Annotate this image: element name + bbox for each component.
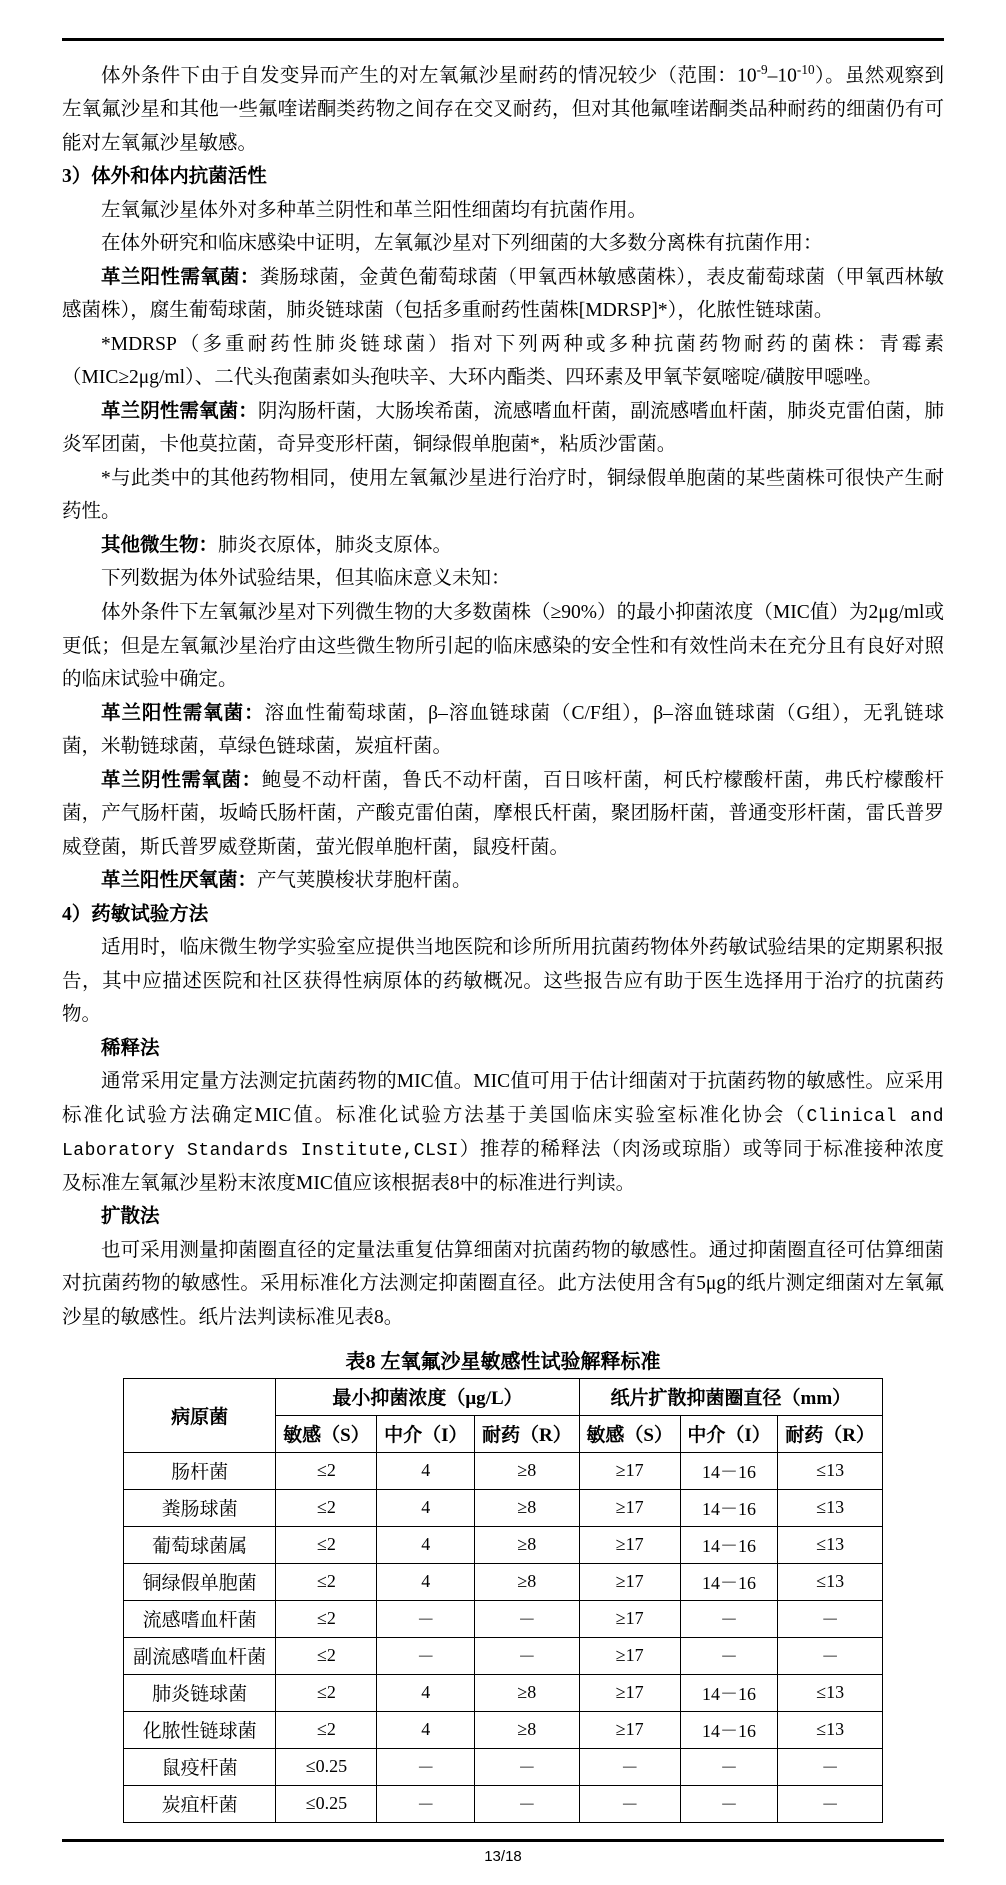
paragraph-gram-positive-anaerobes bbox=[62, 864, 944, 898]
header-mic-sensitive: 敏感（S） bbox=[276, 1415, 377, 1452]
document-body bbox=[62, 59, 944, 1335]
dilution-text-after: ）推荐的稀释法（肉汤或琼脂）或等同于标准接种浓度及标准左氧氟沙星粉末浓度MIC值应该根据表8中的标准进行判读。 bbox=[62, 1138, 944, 1194]
cell-mic-i: 4 bbox=[377, 1452, 475, 1489]
susceptibility-table bbox=[123, 1378, 883, 1823]
paragraph-gram-negative-aerobes-2 bbox=[62, 764, 944, 865]
cell-mic-r: ≥8 bbox=[475, 1563, 580, 1600]
cell-mic-i: 4 bbox=[377, 1711, 475, 1748]
text-gram-positive-aerobes-1: 粪肠球菌，金黄色葡萄球菌（甲氧西林敏感菌株），表皮葡萄球菌（甲氧西林敏感菌株），腐生葡萄球菌，肺炎链球菌（包括多重耐药性菌株[MDRSP]*），化脓性链球菌。 bbox=[62, 266, 944, 322]
text-gram-positive-anaerobes: 产气荚膜梭状芽胞杆菌。 bbox=[257, 870, 472, 892]
header-mic-resistant: 耐药（R） bbox=[475, 1415, 580, 1452]
paragraph-lab-reports: 适用时，临床微生物学实验室应提供当地医院和诊所所用抗菌药物体外药敏试验结果的定期累积报告，其中应描述医院和社区获得性病原体的药敏概况。这些报告应有助于医生选择用于治疗的抗菌药物。 bbox=[62, 937, 944, 1026]
table-row bbox=[124, 1748, 883, 1785]
cell-disk-r: ≤13 bbox=[778, 1563, 883, 1600]
heading-susceptibility-methods: 4）药敏试验方法 bbox=[62, 903, 209, 925]
label-gram-positive-aerobes-2: 革兰阳性需氧菌： bbox=[101, 702, 265, 724]
cell-mic-s: ≤0.25 bbox=[276, 1785, 377, 1822]
paragraph-gram-negative-aerobes-1 bbox=[62, 395, 944, 462]
table-row bbox=[124, 1785, 883, 1822]
cell-disk-r: － bbox=[778, 1785, 883, 1822]
paragraph-other-microbes bbox=[62, 529, 944, 563]
paragraph-gram-positive-aerobes-1 bbox=[62, 261, 944, 328]
cell-mic-s: ≤2 bbox=[276, 1674, 377, 1711]
cell-disk-s: ≥17 bbox=[579, 1674, 680, 1711]
cell-mic-r: ≥8 bbox=[475, 1526, 580, 1563]
cell-pathogen: 炭疽杆菌 bbox=[124, 1785, 276, 1822]
subheading-diffusion-method: 扩散法 bbox=[101, 1206, 160, 1228]
cell-disk-r: － bbox=[778, 1637, 883, 1674]
cell-mic-r: ≥8 bbox=[475, 1489, 580, 1526]
cell-disk-s: ≥17 bbox=[579, 1489, 680, 1526]
cell-mic-i: 4 bbox=[377, 1563, 475, 1600]
cell-mic-r: － bbox=[475, 1600, 580, 1637]
header-disk-resistant: 耐药（R） bbox=[778, 1415, 883, 1452]
table-row bbox=[124, 1452, 883, 1489]
cell-disk-s: ≥17 bbox=[579, 1452, 680, 1489]
dilution-text-before: 通常采用定量方法测定抗菌药物的MIC值。MIC值可用于估计细菌对于抗菌药物的敏感性。应采用标准化试验方法确定MIC值。标准化试验方法基于美国临床实验室标准化协会（ bbox=[62, 1071, 944, 1126]
text-other-microbes: 肺炎衣原体，肺炎支原体。 bbox=[218, 534, 453, 556]
cell-mic-r: － bbox=[475, 1748, 580, 1785]
paragraph-pseudomonas-note: *与此类中的其他药物相同，使用左氧氟沙星进行治疗时，铜绿假单胞菌的某些菌株可很快产生耐药性。 bbox=[62, 467, 944, 523]
cell-mic-r: － bbox=[475, 1785, 580, 1822]
cell-mic-i: 4 bbox=[377, 1526, 475, 1563]
cell-pathogen: 肺炎链球菌 bbox=[124, 1674, 276, 1711]
cell-disk-s: ≥17 bbox=[579, 1711, 680, 1748]
table-row bbox=[124, 1600, 883, 1637]
label-gram-negative-aerobes-2: 革兰阴性需氧菌： bbox=[101, 769, 262, 791]
footer-rule bbox=[62, 1839, 944, 1842]
paragraph-mic90: 体外条件下左氧氟沙星对下列微生物的大多数菌株（≥90%）的最小抑菌浓度（MIC值）为2μg/ml或更低；但是左氧氟沙星治疗由这些微生物所引起的临床感染的安全性和有效性尚未在充分且有良好对照的临床试验中确定。 bbox=[62, 602, 944, 691]
cell-mic-s: ≤0.25 bbox=[276, 1748, 377, 1785]
cell-mic-i: 4 bbox=[377, 1674, 475, 1711]
table-row bbox=[124, 1637, 883, 1674]
table-row bbox=[124, 1563, 883, 1600]
clsi-institute-name: Clinical and Laboratory Standards Institute,CLSI bbox=[62, 1106, 944, 1161]
header-rule bbox=[62, 38, 944, 41]
cell-disk-r: － bbox=[778, 1600, 883, 1637]
table-head bbox=[124, 1378, 883, 1452]
cell-mic-s: ≤2 bbox=[276, 1637, 377, 1674]
cell-pathogen: 葡萄球菌属 bbox=[124, 1526, 276, 1563]
cell-mic-i: 4 bbox=[377, 1489, 475, 1526]
cell-mic-s: ≤2 bbox=[276, 1563, 377, 1600]
cell-mic-i: － bbox=[377, 1637, 475, 1674]
cell-mic-s: ≤2 bbox=[276, 1711, 377, 1748]
cell-pathogen: 鼠疫杆菌 bbox=[124, 1748, 276, 1785]
cell-disk-s: － bbox=[579, 1748, 680, 1785]
label-gram-negative-aerobes-1: 革兰阴性需氧菌： bbox=[101, 400, 258, 422]
header-mic-intermediate: 中介（I） bbox=[377, 1415, 475, 1452]
cell-disk-i: 14－16 bbox=[680, 1489, 778, 1526]
table-group-header-row bbox=[124, 1378, 883, 1415]
header-mic-group: 最小抑菌浓度（μg/L） bbox=[276, 1378, 579, 1415]
table-row bbox=[124, 1674, 883, 1711]
cell-disk-s: ≥17 bbox=[579, 1563, 680, 1600]
cell-disk-r: ≤13 bbox=[778, 1452, 883, 1489]
cell-disk-r: － bbox=[778, 1748, 883, 1785]
cell-mic-r: ≥8 bbox=[475, 1452, 580, 1489]
cell-disk-s: ≥17 bbox=[579, 1600, 680, 1637]
paragraph-broad-activity: 左氧氟沙星体外对多种革兰阴性和革兰阳性细菌均有抗菌作用。 bbox=[101, 199, 648, 221]
cell-mic-i: － bbox=[377, 1785, 475, 1822]
cell-disk-s: － bbox=[579, 1785, 680, 1822]
label-gram-positive-aerobes-1: 革兰阳性需氧菌： bbox=[101, 266, 260, 288]
text-gram-positive-aerobes-2: 溶血性葡萄球菌，β–溶血链球菌（C/F组），β–溶血链球菌（G组），无乳链球菌，米勒链球菌，草绿色链球菌，炭疽杆菌。 bbox=[62, 702, 944, 758]
cell-disk-r: ≤13 bbox=[778, 1711, 883, 1748]
cell-mic-s: ≤2 bbox=[276, 1452, 377, 1489]
paragraph-dilution-detail bbox=[62, 1065, 944, 1200]
header-disk-sensitive: 敏感（S） bbox=[579, 1415, 680, 1452]
header-disk-group: 纸片扩散抑菌圈直径（mm） bbox=[579, 1378, 882, 1415]
cell-disk-i: 14－16 bbox=[680, 1526, 778, 1563]
table-row bbox=[124, 1489, 883, 1526]
cell-mic-r: ≥8 bbox=[475, 1711, 580, 1748]
table-body bbox=[124, 1452, 883, 1822]
paragraph-resistance-rate: 体外条件下由于自发变异而产生的对左氧氟沙星耐药的情况较少（范围：$10^{-9}-10^{-10}$）。虽然观察到左氧氟沙星和其他一些氟喹诺酮类药物之间存在交叉耐药，但对其他氟喹诺酮类品种耐药的细菌仍有可能对左氧氟沙星敏感。 bbox=[62, 62, 944, 154]
cell-mic-i: － bbox=[377, 1600, 475, 1637]
cell-pathogen: 副流感嗜血杆菌 bbox=[124, 1637, 276, 1674]
cell-disk-i: － bbox=[680, 1748, 778, 1785]
cell-pathogen: 粪肠球菌 bbox=[124, 1489, 276, 1526]
cell-disk-r: ≤13 bbox=[778, 1526, 883, 1563]
page-number: 13/18 bbox=[484, 1847, 522, 1865]
cell-mic-s: ≤2 bbox=[276, 1600, 377, 1637]
header-disk-intermediate: 中介（I） bbox=[680, 1415, 778, 1452]
cell-mic-s: ≤2 bbox=[276, 1489, 377, 1526]
table-row bbox=[124, 1526, 883, 1563]
header-pathogen: 病原菌 bbox=[124, 1378, 276, 1452]
cell-disk-s: ≥17 bbox=[579, 1637, 680, 1674]
cell-mic-i: － bbox=[377, 1748, 475, 1785]
text-gram-negative-aerobes-1: 阴沟肠杆菌，大肠埃希菌，流感嗜血杆菌，副流感嗜血杆菌，肺炎克雷伯菌，肺炎军团菌，卡他莫拉菌，奇异变形杆菌，铜绿假单胞菌*，粘质沙雷菌。 bbox=[62, 400, 944, 456]
cell-pathogen: 铜绿假单胞菌 bbox=[124, 1563, 276, 1600]
subheading-dilution-method: 稀释法 bbox=[101, 1037, 160, 1059]
cell-disk-i: － bbox=[680, 1785, 778, 1822]
cell-disk-i: － bbox=[680, 1600, 778, 1637]
cell-disk-i: 14－16 bbox=[680, 1563, 778, 1600]
cell-pathogen: 流感嗜血杆菌 bbox=[124, 1600, 276, 1637]
cell-disk-r: ≤13 bbox=[778, 1489, 883, 1526]
cell-mic-r: － bbox=[475, 1637, 580, 1674]
text-gram-negative-aerobes-2: 鲍曼不动杆菌，鲁氏不动杆菌，百日咳杆菌，柯氏柠檬酸杆菌，弗氏柠檬酸杆菌，产气肠杆菌，坂崎氏肠杆菌，产酸克雷伯菌，摩根氏杆菌，聚团肠杆菌，普通变形杆菌，雷氏普罗威登菌，斯氏普罗威登斯菌，萤光假单胞杆菌，鼠疫杆菌。 bbox=[62, 769, 944, 858]
cell-disk-i: 14－16 bbox=[680, 1711, 778, 1748]
paragraph-mdrsp-note: *MDRSP（多重耐药性肺炎链球菌）指对下列两种或多种抗菌药物耐药的菌株：青霉素（MIC≥2μg/ml）、二代头孢菌素如头孢呋辛、大环内酯类、四环素及甲氧苄氨嘧啶/磺胺甲噁唑。 bbox=[62, 333, 944, 389]
cell-disk-r: ≤13 bbox=[778, 1674, 883, 1711]
cell-disk-i: 14－16 bbox=[680, 1674, 778, 1711]
cell-mic-r: ≥8 bbox=[475, 1674, 580, 1711]
paragraph-invitro-note: 下列数据为体外试验结果，但其临床意义未知： bbox=[101, 568, 511, 590]
cell-disk-i: － bbox=[680, 1637, 778, 1674]
paragraph-gram-positive-aerobes-2 bbox=[62, 697, 944, 764]
table-caption: 表8 左氧氟沙星敏感性试验解释标准 bbox=[345, 1350, 661, 1373]
table-row bbox=[124, 1711, 883, 1748]
label-gram-positive-anaerobes: 革兰阳性厌氧菌： bbox=[101, 870, 258, 892]
label-other-microbes: 其他微生物： bbox=[101, 534, 219, 556]
cell-pathogen: 肠杆菌 bbox=[124, 1452, 276, 1489]
cell-pathogen: 化脓性链球菌 bbox=[124, 1711, 276, 1748]
cell-mic-s: ≤2 bbox=[276, 1526, 377, 1563]
paragraph-diffusion-detail: 也可采用测量抑菌圈直径的定量法重复估算细菌对抗菌药物的敏感性。通过抑菌圈直径可估算细菌对抗菌药物的敏感性。采用标准化方法测定抑菌圈直径。此方法使用含有5μg的纸片测定细菌对左氧氟沙星的敏感性。纸片法判读标准见表8。 bbox=[62, 1239, 944, 1328]
heading-invitro-invivo: 3）体外和体内抗菌活性 bbox=[62, 166, 267, 188]
cell-disk-s: ≥17 bbox=[579, 1526, 680, 1563]
cell-disk-i: 14－16 bbox=[680, 1452, 778, 1489]
paragraph-clinical-proof: 在体外研究和临床感染中证明，左氧氟沙星对下列细菌的大多数分离株有抗菌作用： bbox=[101, 233, 823, 255]
